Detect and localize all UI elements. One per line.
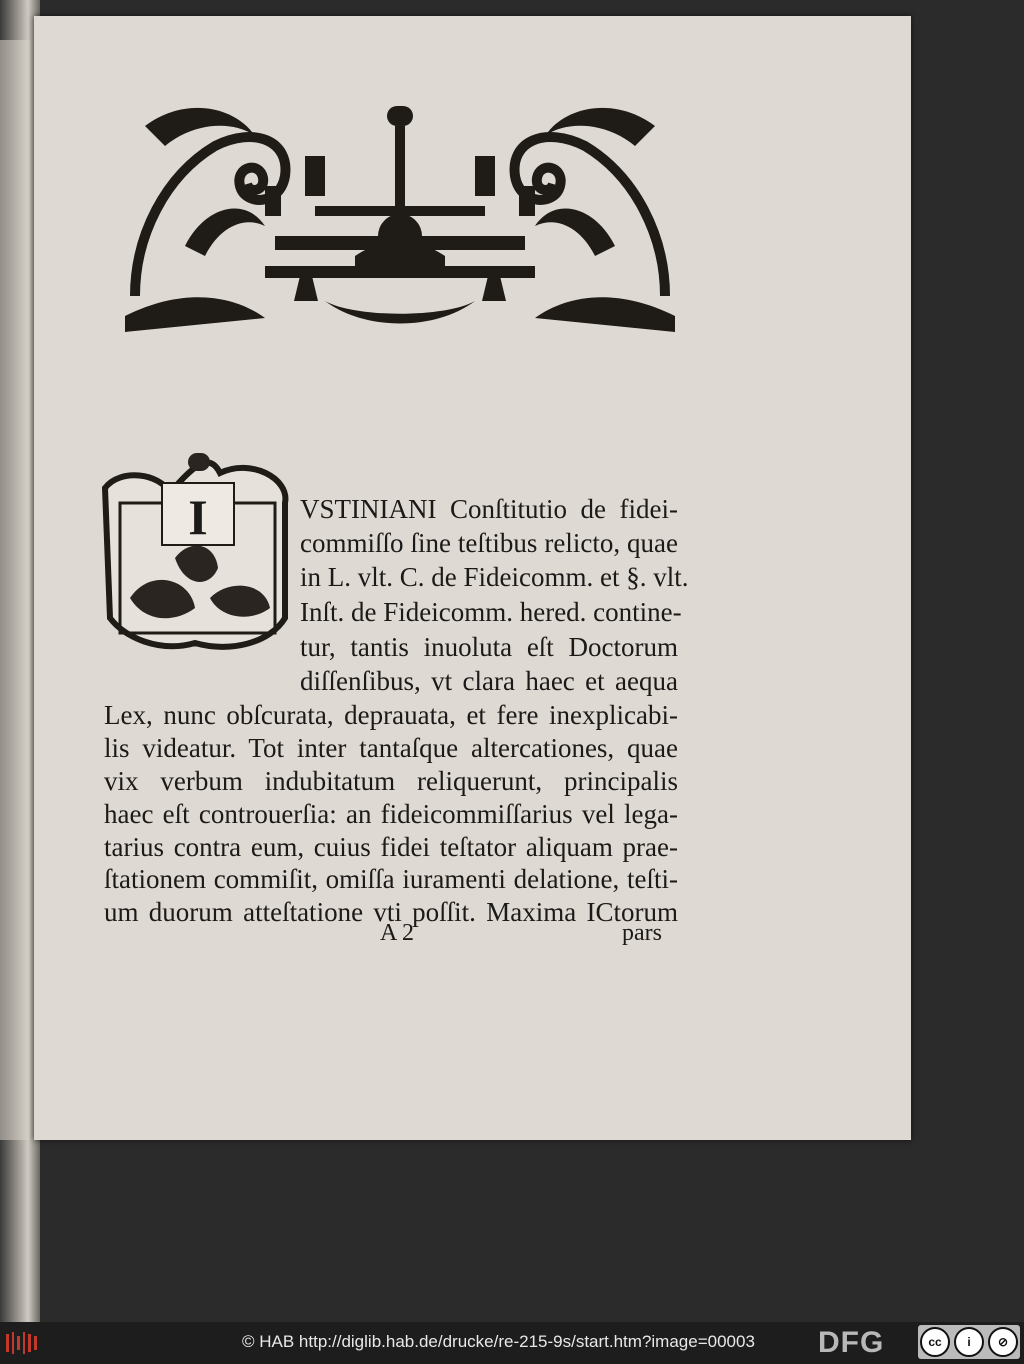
text-line: VSTINIANI Conſtitutio de fidei-	[300, 494, 678, 524]
adjacent-page-edge	[0, 40, 30, 1140]
text-line: diſſenſibus, vt clara haec et aequa	[300, 666, 678, 696]
text-line: commiſſo ſine teſtibus relicto, quae	[300, 528, 678, 558]
creative-commons-badge[interactable]	[918, 1325, 1020, 1359]
decorated-initial-frame	[100, 448, 295, 653]
library-barcode-icon	[6, 1330, 40, 1356]
text-line: ſtationem commiſit, omiſſa iuramenti delatione, teſti-	[104, 864, 678, 894]
text-line: Lex, nunc obſcurata, deprauata, et fere inexplicabi-	[104, 700, 678, 730]
text-line: tur, tantis inuoluta eſt Doctorum	[300, 632, 678, 662]
catchword: pars	[622, 920, 662, 946]
share-alike-icon: ⊘	[988, 1327, 1018, 1357]
text-line: vix verbum indubitatum reliquerunt, principalis	[104, 766, 678, 796]
text-line: tarius contra eum, cuius fidei teſtator aliquam prae-	[104, 832, 678, 862]
text-line: haec eſt controuerſia: an fideicommiſſarius vel lega-	[104, 799, 678, 829]
cc-icon: cc	[920, 1327, 950, 1357]
text-line: in L. vlt. C. de Fideicomm. et §. vlt.	[300, 562, 689, 592]
by-icon: i	[954, 1327, 984, 1357]
signature-mark: A 2	[380, 920, 415, 946]
text-line: lis videatur. Tot inter tantaſque altercationes, quae	[104, 733, 678, 763]
initial-letter: I	[188, 489, 208, 545]
headpiece-ornament	[125, 86, 675, 332]
copyright-link[interactable]: © HAB http://diglib.hab.de/drucke/re-215-9s/start.htm?image=00003	[242, 1332, 755, 1351]
text-line: Inſt. de Fideicomm. hered. contine-	[300, 597, 682, 627]
dfg-logo: DFG	[818, 1326, 885, 1359]
text-line: um duorum atteſtatione vti poſſit. Maxima ICtorum	[104, 897, 678, 927]
